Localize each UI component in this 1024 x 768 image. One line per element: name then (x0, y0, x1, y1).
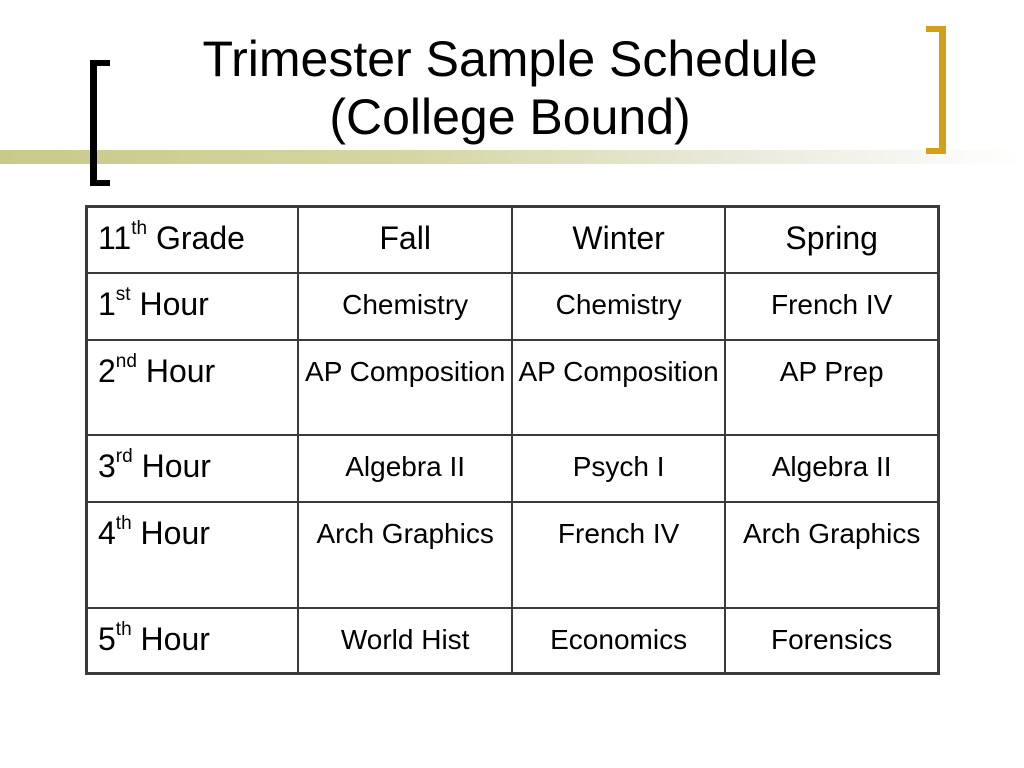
hour-ordinal-suffix: nd (115, 350, 137, 372)
winter-course-cell: Psych I (512, 435, 725, 502)
right-bracket-decoration (926, 26, 946, 154)
table-row (87, 502, 939, 608)
winter-course-cell: Chemistry (512, 273, 725, 340)
hour-number: 3 (98, 447, 116, 484)
table-row (87, 435, 939, 502)
hour-label: Hour (131, 620, 210, 657)
fall-course-cell: Chemistry (298, 273, 511, 340)
spring-course-cell: French IV (725, 273, 938, 340)
hour-label: Hour (132, 447, 211, 484)
fall-course-cell: AP Composition (298, 340, 511, 435)
fall-course-cell: World Hist (298, 608, 511, 674)
hour-label: Hour (131, 514, 210, 551)
table-row (87, 608, 939, 674)
table-row (87, 340, 939, 435)
slide-title-line-1: Trimester Sample Schedule (202, 31, 818, 87)
hour-number: 2 (98, 352, 116, 389)
hour-number: 5 (98, 620, 116, 657)
slide-title-line-2: (College Bound) (329, 89, 691, 145)
grade-ordinal-suffix: th (131, 218, 148, 240)
term-header-fall: Fall (298, 207, 511, 273)
schedule-table (85, 205, 940, 675)
winter-course-cell: AP Composition (512, 340, 725, 435)
hour-number: 1 (98, 285, 116, 322)
title-accent-line (0, 150, 1024, 164)
fall-course-cell: Algebra II (298, 435, 511, 502)
hour-ordinal-suffix: st (115, 283, 131, 305)
hour-label-cell (87, 608, 299, 674)
grade-number: 11 (98, 220, 132, 256)
hour-ordinal-suffix: th (115, 618, 132, 640)
spring-course-cell: Forensics (725, 608, 938, 674)
hour-ordinal-suffix: rd (115, 445, 133, 467)
hour-label: Hour (130, 285, 209, 322)
spring-course-cell: AP Prep (725, 340, 938, 435)
term-header-winter: Winter (512, 207, 725, 273)
winter-course-cell: Economics (512, 608, 725, 674)
fall-course-cell: Arch Graphics (298, 502, 511, 608)
hour-label-cell (87, 435, 299, 502)
left-bracket-decoration (90, 60, 110, 186)
table-header-row (87, 207, 939, 273)
hour-label-cell (87, 273, 299, 340)
hour-label-cell (87, 340, 299, 435)
winter-course-cell: French IV (512, 502, 725, 608)
hour-ordinal-suffix: th (115, 512, 132, 534)
grade-label: Grade (147, 220, 245, 256)
table-row (87, 273, 939, 340)
term-header-spring: Spring (725, 207, 938, 273)
hour-number: 4 (98, 514, 116, 551)
hour-label-cell (87, 502, 299, 608)
spring-course-cell: Arch Graphics (725, 502, 938, 608)
grade-header-cell (87, 207, 299, 273)
spring-course-cell: Algebra II (725, 435, 938, 502)
slide-title (110, 30, 910, 146)
hour-label: Hour (136, 352, 216, 389)
